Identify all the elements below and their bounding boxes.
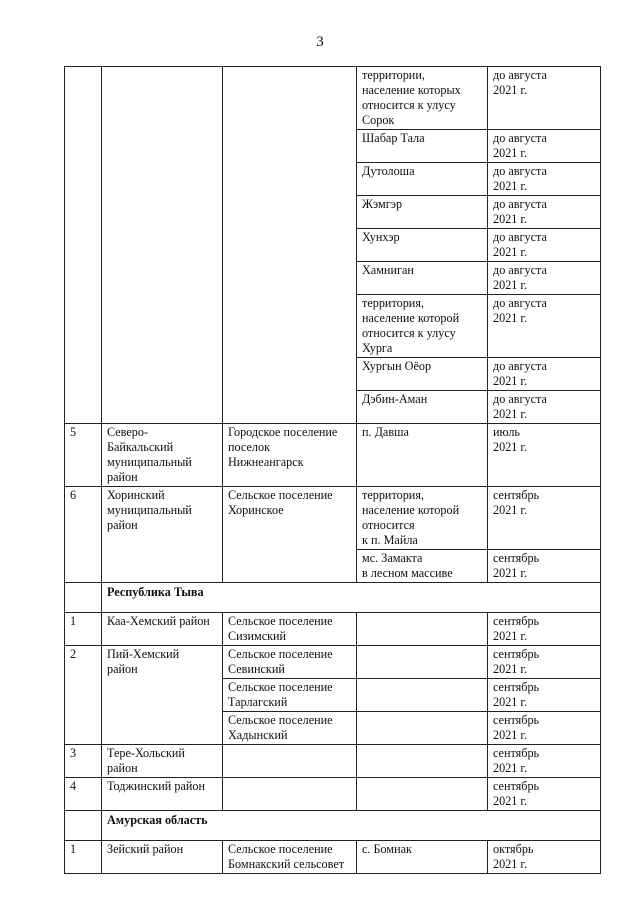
cell-place: п. Давша [357,424,488,487]
cell-place [357,745,488,778]
cell-place: Хургын Оёор [357,358,488,391]
cell-date: сентябрь 2021 г. [488,550,601,583]
cell-date: сентябрь 2021 г. [488,745,601,778]
cell-date: до августа 2021 г. [488,196,601,229]
cell-date: октябрь 2021 г. [488,841,601,874]
table-row [65,841,601,874]
cell-place: Дэбин-Аман [357,391,488,424]
cell-place: с. Бомнак [357,841,488,874]
cell-region: Тере-Хольский район [102,745,223,778]
cell-place: территория, население которой относится к улусу Хурга [357,295,488,358]
cell-settlement [223,67,357,424]
table-row [65,778,601,811]
cell-settlement: Сельское поселение Бомнакский сельсовет [223,841,357,874]
cell-num [65,583,102,613]
cell-num: 1 [65,613,102,646]
cell-region: Зейский район [102,841,223,874]
cell-place: территории, население которых относится к улусу Сорок [357,67,488,130]
cell-date: до августа 2021 г. [488,295,601,358]
cell-date: до августа 2021 г. [488,358,601,391]
table-row [65,745,601,778]
cell-place [357,778,488,811]
cell-num: 1 [65,841,102,874]
cell-settlement: Городское поселение поселок Нижнеангарск [223,424,357,487]
cell-settlement: Сельское поселение Севинский [223,646,357,679]
cell-place [357,679,488,712]
cell-date: сентябрь 2021 г. [488,646,601,679]
cell-date: сентябрь 2021 г. [488,487,601,550]
cell-place: Жэмгэр [357,196,488,229]
table-row [65,646,601,679]
cell-region: Северо- Байкальский муниципальный район [102,424,223,487]
cell-num: 4 [65,778,102,811]
cell-region: Пий-Хемский район [102,646,223,745]
cell-place: мс. Замакта в лесном массиве [357,550,488,583]
cell-place: Хунхэр [357,229,488,262]
cell-region: Хоринский муниципальный район [102,487,223,583]
cell-num: 6 [65,487,102,583]
cell-place [357,613,488,646]
cell-date: до августа 2021 г. [488,163,601,196]
table-row [65,424,601,487]
cell-place: территория, население которой относится к п. Майла [357,487,488,550]
cell-settlement: Сельское поселение Сизимский [223,613,357,646]
cell-region [102,67,223,424]
cell-date: до августа 2021 г. [488,391,601,424]
cell-settlement: Сельское поселение Тарлагский [223,679,357,712]
settlements-table [64,66,601,874]
cell-settlement [223,778,357,811]
cell-place: Дутолоша [357,163,488,196]
cell-date: июль 2021 г. [488,424,601,487]
cell-date: до августа 2021 г. [488,262,601,295]
cell-settlement [223,745,357,778]
table-row [65,487,601,550]
cell-num: 3 [65,745,102,778]
cell-place: Хамниган [357,262,488,295]
cell-num [65,67,102,424]
section-heading: Республика Тыва [102,583,601,613]
cell-date: сентябрь 2021 г. [488,778,601,811]
cell-date: до августа 2021 г. [488,67,601,130]
section-heading-row [65,811,601,841]
table-row [65,613,601,646]
cell-place: Шабар Тала [357,130,488,163]
cell-region: Каа-Хемский район [102,613,223,646]
cell-date: до августа 2021 г. [488,130,601,163]
cell-date: до августа 2021 г. [488,229,601,262]
cell-num [65,811,102,841]
cell-place [357,646,488,679]
cell-date: сентябрь 2021 г. [488,712,601,745]
cell-num: 5 [65,424,102,487]
section-heading: Амурская область [102,811,601,841]
cell-region: Тоджинский район [102,778,223,811]
section-heading-row [65,583,601,613]
cell-date: сентябрь 2021 г. [488,679,601,712]
cell-date: сентябрь 2021 г. [488,613,601,646]
cell-place [357,712,488,745]
cell-settlement: Сельское поселение Хадынский [223,712,357,745]
cell-settlement: Сельское поселение Хоринское [223,487,357,583]
cell-num: 2 [65,646,102,745]
table-row [65,67,601,130]
page-number: 3 [316,34,324,50]
